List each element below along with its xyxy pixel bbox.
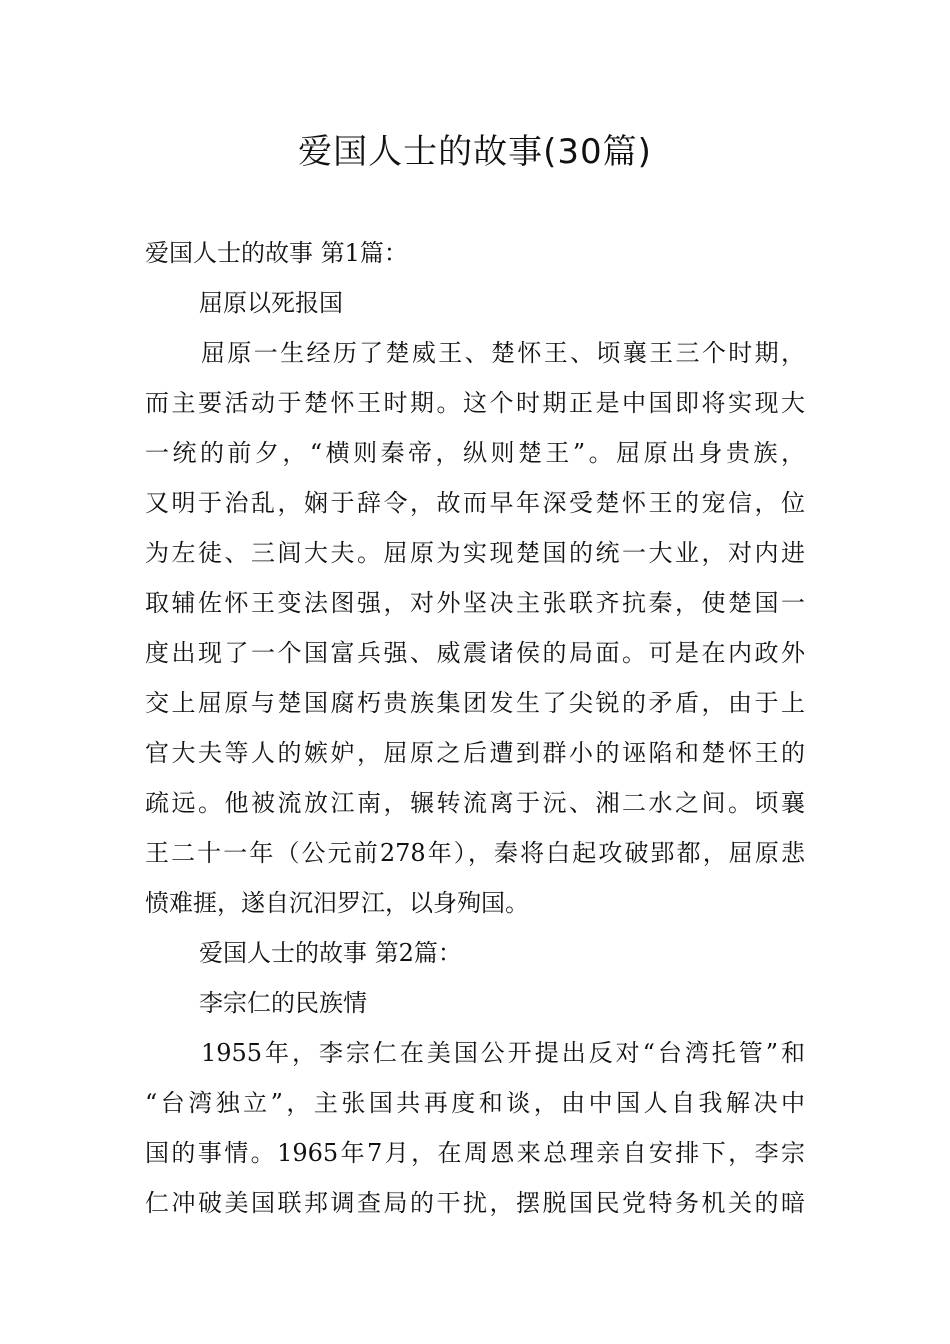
story-title-2: 李宗仁的民族情 xyxy=(199,989,367,1017)
paragraph-line: 王二十一年（公元前278年），秦将白起攻破郢都，屈原悲 xyxy=(145,839,805,867)
paragraph-line: 为左徒、三闾大夫。屈原为实现楚国的统一大业，对内进 xyxy=(145,539,805,567)
paragraph-line: 官大夫等人的嫉妒，屈原之后遭到群小的诬陷和楚怀王的 xyxy=(145,739,805,767)
paragraph-line: 愤难捱，遂自沉汨罗江，以身殉国。 xyxy=(145,889,529,917)
paragraph-line: 度出现了一个国富兵强、威震诸侯的局面。可是在内政外 xyxy=(145,639,805,667)
paragraph-line: 1955年，李宗仁在美国公开提出反对“台湾托管”和 xyxy=(201,1039,805,1067)
story-title-1: 屈原以死报国 xyxy=(199,289,343,317)
paragraph-line: 仁冲破美国联邦调查局的干扰，摆脱国民党特务机关的暗 xyxy=(145,1189,805,1217)
paragraph-line: 国的事情。1965年7月，在周恩来总理亲自安排下，李宗 xyxy=(145,1139,805,1167)
paragraph-line: 一统的前夕，“横则秦帝，纵则楚王”。屈原出身贵族， xyxy=(145,439,805,467)
document-body xyxy=(145,228,805,1228)
paragraph-line: 交上屈原与楚国腐朽贵族集团发生了尖锐的矛盾，由于上 xyxy=(145,689,805,717)
paragraph-line: 疏远。他被流放江南，辗转流离于沅、湘二水之间。顷襄 xyxy=(145,789,805,817)
paragraph-line: 屈原一生经历了楚威王、楚怀王、顷襄王三个时期， xyxy=(201,339,805,367)
paragraph-line: “台湾独立”，主张国共再度和谈，由中国人自我解决中 xyxy=(145,1089,805,1117)
section-heading-2: 爱国人士的故事 第2篇： xyxy=(199,939,462,967)
paragraph-line: 取辅佐怀王变法图强，对外坚决主张联齐抗秦，使楚国一 xyxy=(145,589,805,617)
section-heading-1: 爱国人士的故事 第1篇： xyxy=(145,239,408,267)
paragraph-line: 而主要活动于楚怀王时期。这个时期正是中国即将实现大 xyxy=(145,389,805,417)
paragraph-line: 又明于治乱，娴于辞令，故而早年深受楚怀王的宠信，位 xyxy=(145,489,805,517)
document-title: 爱国人士的故事(30篇) xyxy=(298,132,652,172)
